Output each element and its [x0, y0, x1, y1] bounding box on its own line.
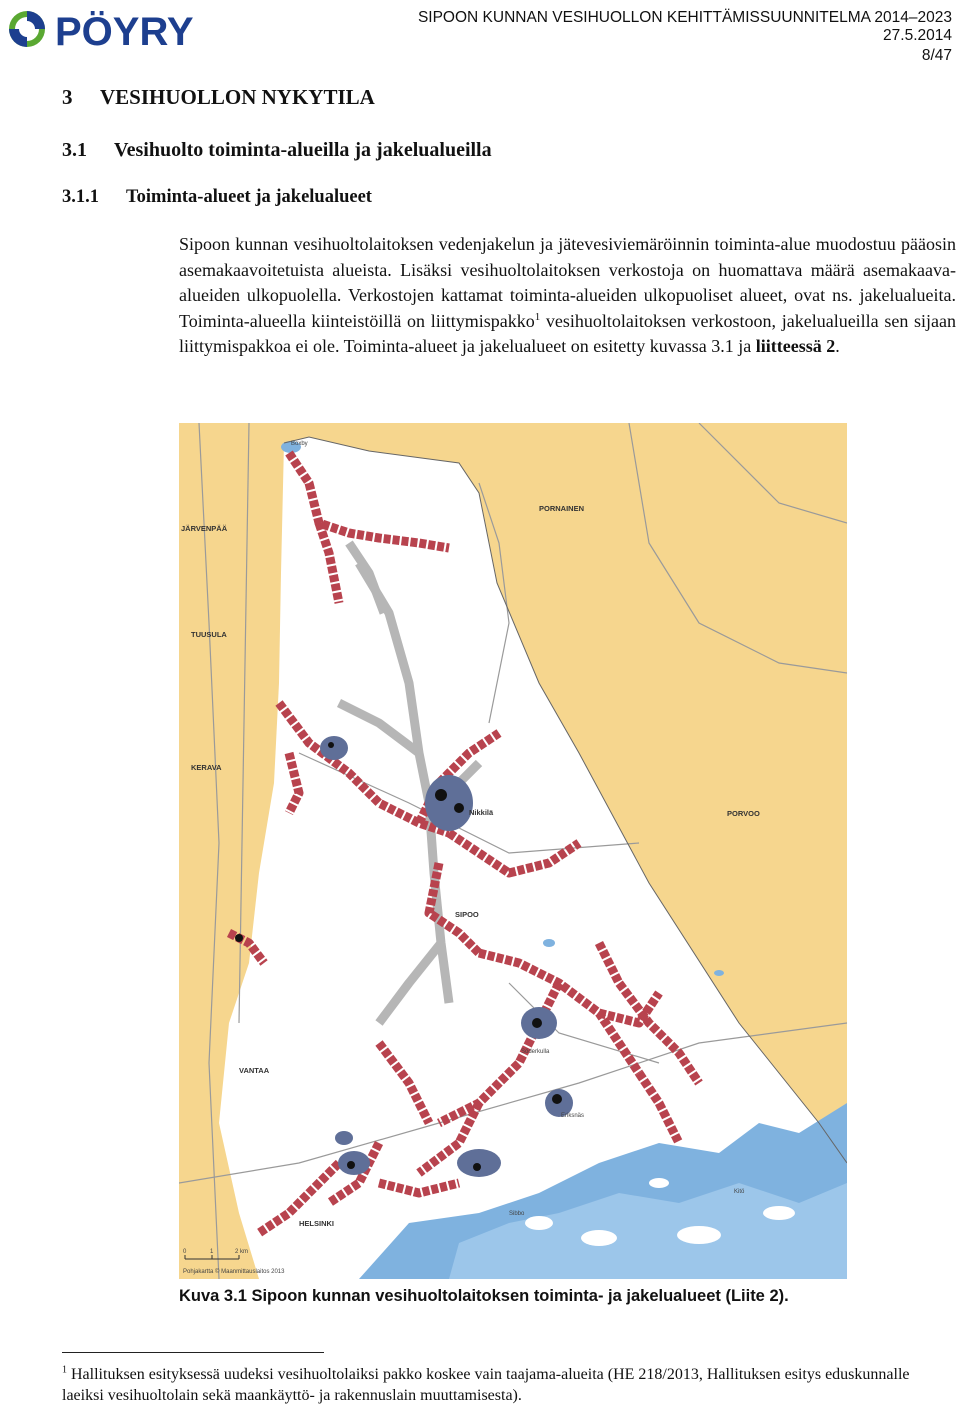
island [525, 1216, 553, 1230]
place-label-soderkulla: Söderkulla [521, 1049, 550, 1055]
heading-2 [62, 139, 492, 162]
map-figure [179, 423, 847, 1279]
island [763, 1206, 795, 1220]
heading-1-text: VESIHUOLLON NYKYTILA [100, 85, 375, 109]
company-logo [5, 6, 245, 52]
place-label-kitö: Kitö [734, 1189, 745, 1195]
paragraph-part-2: vesihuoltolaitoksen verkostoon, jakelualueilla sen sijaan liittymispakkoa ei ole. Toiminta-alueet ja jakelualueet on esitetty kuvassa 3.1 ja [179, 310, 957, 356]
lake [714, 970, 724, 976]
poyry-logo-icon [5, 6, 245, 52]
footnote-text: Hallituksen esityksessä uudeksi vesihuoltolaiksi pakko koskee vain taajama-alueita (HE 218/2013, Hallituksen esitys eduskunnalle laeiksi vesihuoltolain sekä maankäyttö- ja rakennuslain muuttamisesta). [62, 1366, 910, 1404]
document-title: SIPOON KUNNAN VESIHUOLLON KEHITTÄMISSUUNNITELMA 2014–2023 [417, 9, 952, 26]
place-label-helsinki: HELSINKI [299, 1219, 335, 1228]
footnote [62, 1364, 942, 1406]
page-number: 8/47 [921, 47, 952, 64]
island [677, 1226, 721, 1244]
heading-1 [62, 85, 375, 110]
body-paragraph [179, 232, 956, 360]
logo-text: PÖYRY [55, 10, 194, 52]
footnote-mark: 1 [62, 1364, 67, 1376]
place-label-sibbo: Sibbo [509, 1211, 525, 1217]
paragraph-end: . [835, 336, 840, 356]
place-label-porvoo: PORVOO [727, 809, 760, 818]
heading-3-number: 3.1.1 [62, 187, 99, 207]
heading-1-number: 3 [62, 85, 73, 109]
service-area-map [179, 423, 847, 1279]
heading-2-number: 3.1 [62, 139, 87, 161]
appendix-reference[interactable]: liitteessä 2 [755, 336, 836, 356]
island [581, 1230, 617, 1246]
place-label-kerava: KERAVA [191, 763, 222, 772]
heading-3-text: Toiminta-alueet ja jakelualueet [126, 187, 372, 207]
map-credit: Pohjakartta © Maanmittauslaitos 2013 [183, 1269, 285, 1275]
place-label-tuusula: TUUSULA [191, 630, 227, 639]
place-label-map-north: Boxby [291, 441, 308, 447]
place-label-eriksnas: Eriksnäs [561, 1113, 585, 1119]
scale-label: 2 km [235, 1249, 249, 1255]
footnote-reference[interactable]: 1 [534, 310, 541, 323]
place-label-vantaa: VANTAA [239, 1066, 270, 1075]
document-date: 27.5.2014 [883, 27, 952, 44]
heading-3 [62, 187, 372, 208]
place-label-nikkila: Nikkilä [469, 808, 494, 817]
island [649, 1178, 669, 1188]
footnote-divider [62, 1352, 324, 1353]
lake [543, 939, 555, 947]
scale-label: 0 [183, 1249, 187, 1255]
place-label-jarvenpaa: JÄRVENPÄÄ [181, 524, 228, 533]
scale-label: 1 [210, 1249, 214, 1255]
figure-caption: Kuva 3.1 Sipoon kunnan vesihuoltolaitoksen toiminta- ja jakelualueet (Liite 2). [179, 1287, 789, 1305]
paragraph-part-1: Sipoon kunnan vesihuoltolaitoksen vedenjakelun ja jätevesiviemäröinnin toiminta-alue muodostuu pääosin asemakaavoitetuista alueista. Lisäksi vesihuoltolaitoksen verkostoja on huomattava määrä asemakaava-alueiden ulkopuolella. Verkostojen kattamat toiminta-alueiden ulkopuoliset alueet, ovat ns. jakelualueita. Toiminta-alueella kiinteistöillä on liittymispakko [179, 234, 956, 331]
place-label-pornainen: PORNAINEN [539, 504, 585, 513]
heading-2-text: Vesihuolto toiminta-alueilla ja jakelualueilla [114, 139, 492, 161]
place-label-sipoo: SIPOO [455, 910, 479, 919]
